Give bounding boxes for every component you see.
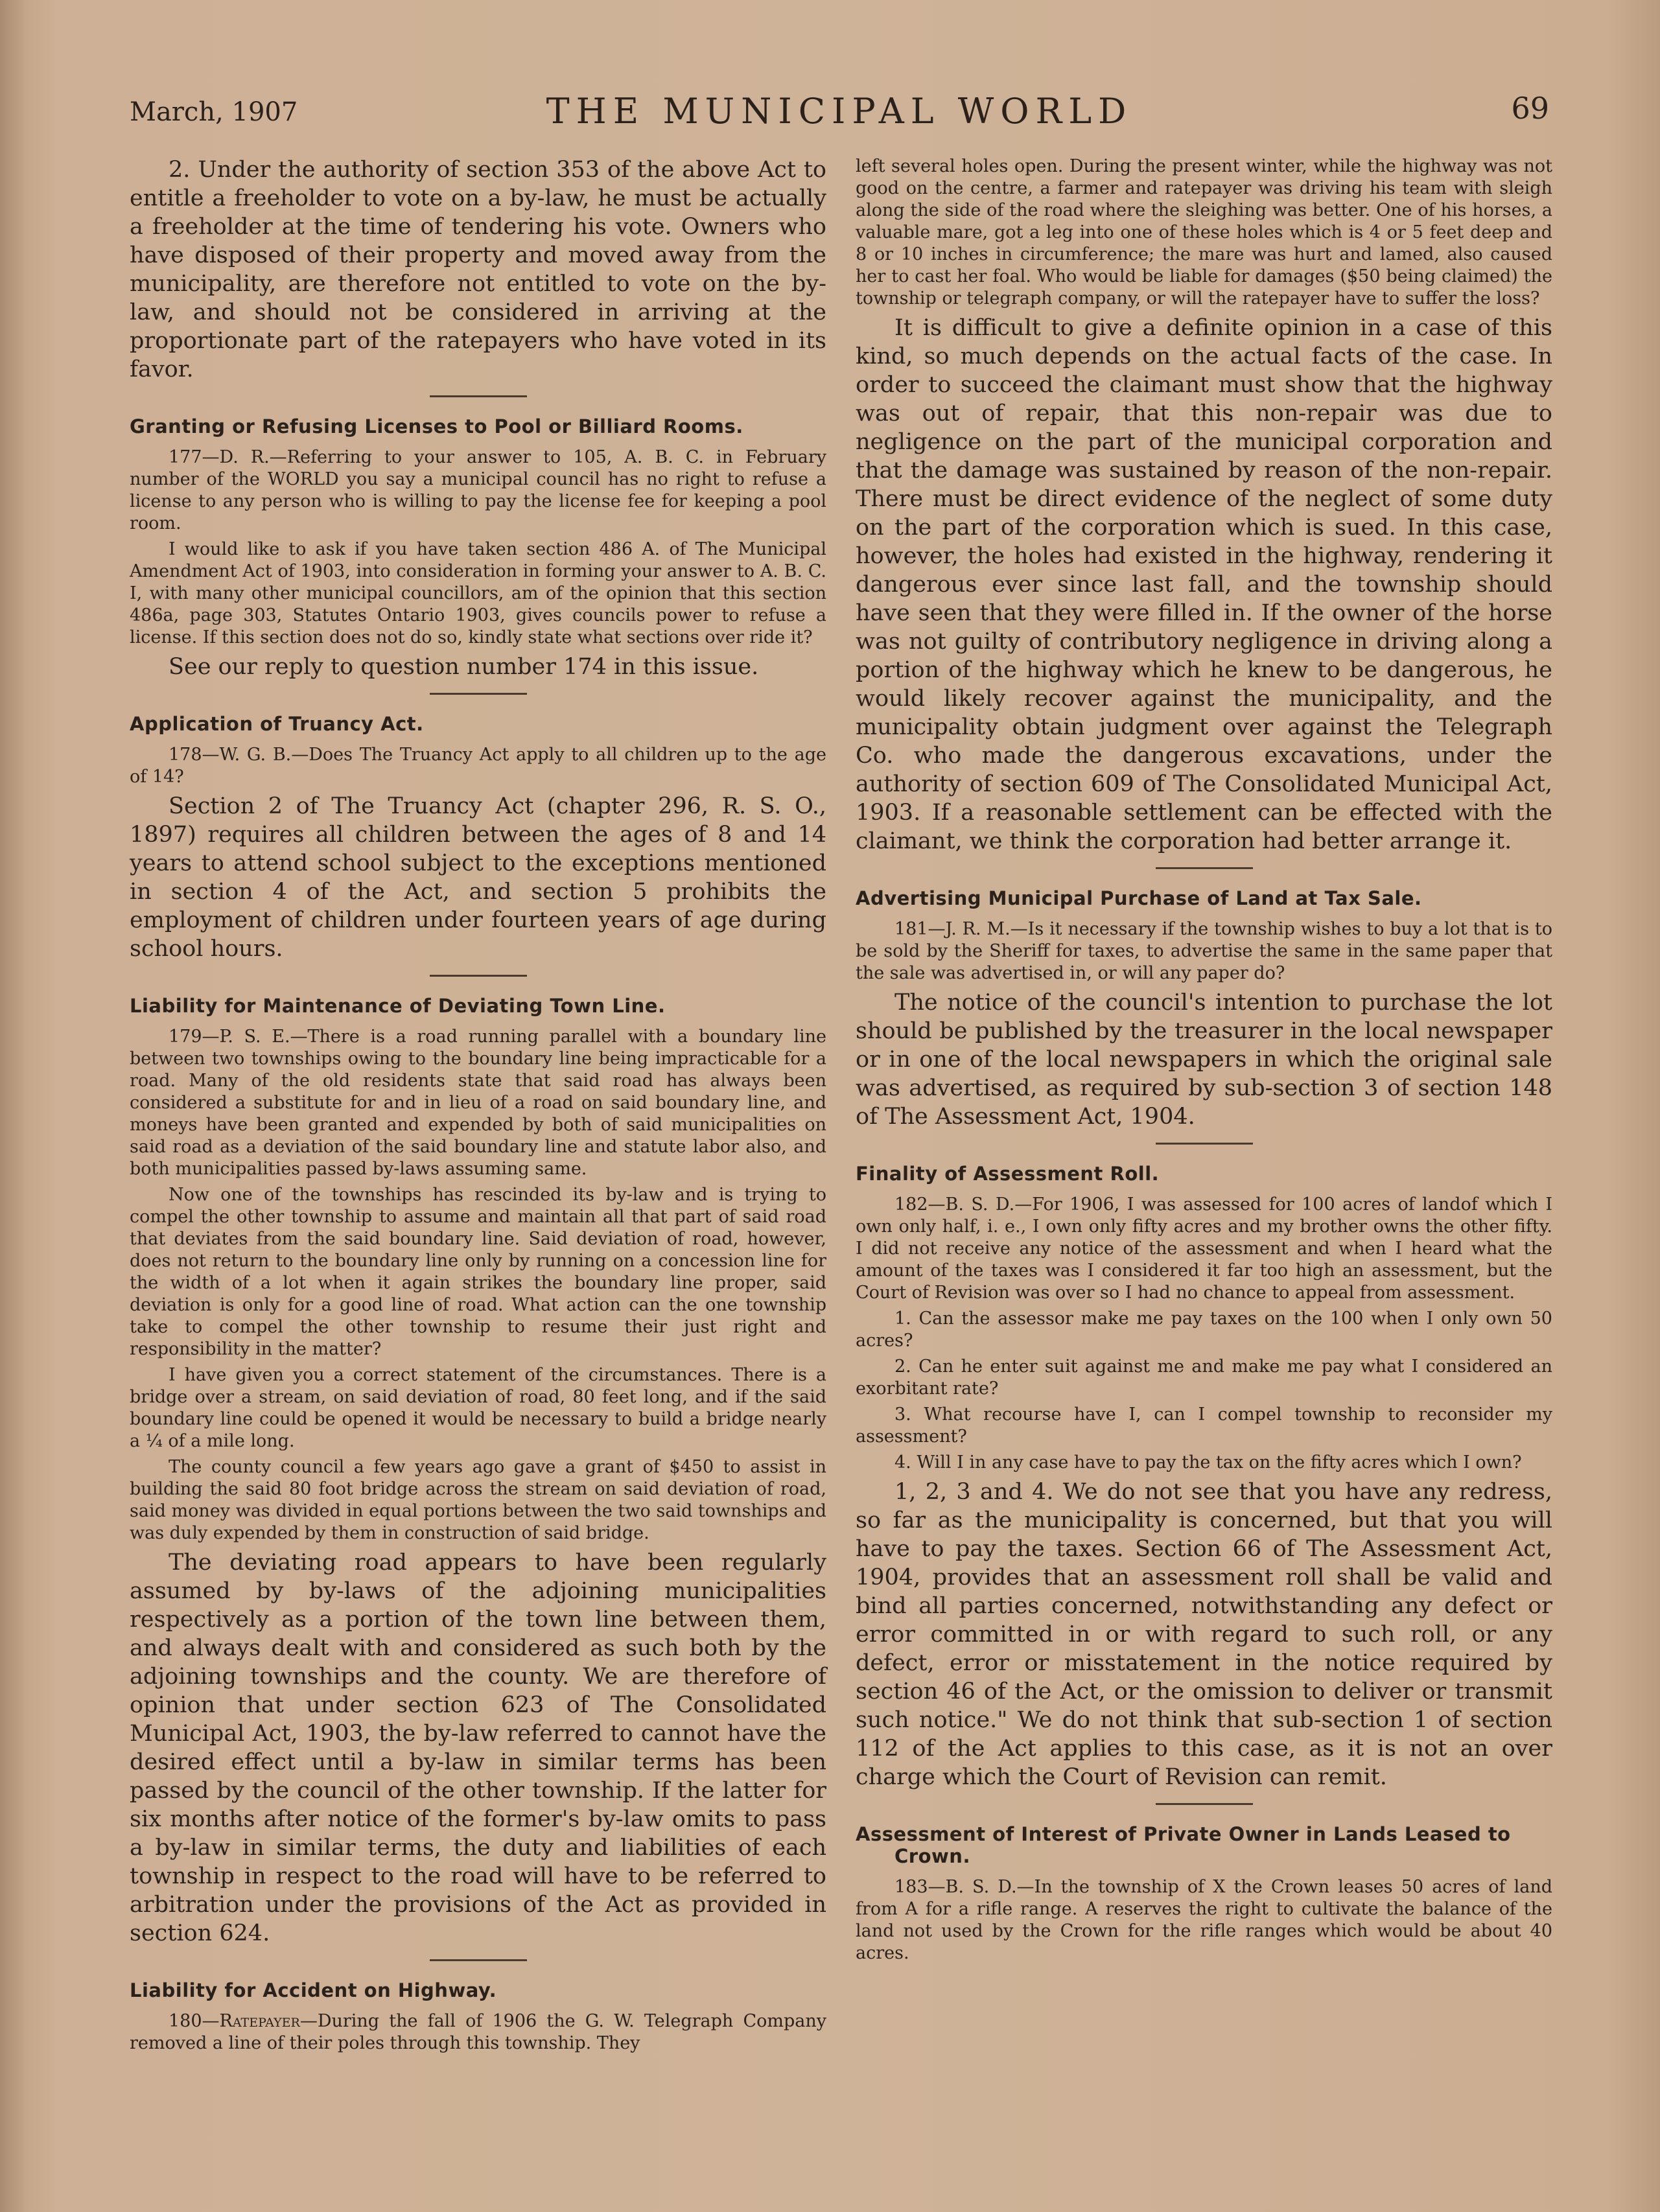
page-number: 69	[1511, 91, 1549, 126]
question-text: Now one of the townships has rescinded its by-law and is trying to compel the other township to assume and maintain all that part of said road that deviates from the said boundary line. Said deviation of road, however, does not return to the boundary line only by running on a concession line for the width of a lot when it again strikes the boundary line proper, said deviation is only for a good line of road. What action can the one township take to compel the other township to resume their just right and responsibility in the matter?	[130, 1185, 826, 1359]
question-text: 179—P. S. E.—There is a road running parallel with a boundary line between two townships owing to the boundary line being impracticable for a road. Many of the old residents state that said road has always been considered a substitute for and in lieu of a road on said boundary line, and moneys have been granted and expended by both of said municipalities on said road as a deviation of the said boundary line and statute labor also, and both municipalities passed by-laws assuming same.	[130, 1027, 826, 1179]
question-text: 1. Can the assessor make me pay taxes on the 100 when I only own 50 acres?	[856, 1309, 1552, 1351]
answer-paragraph: It is difficult to give a definite opinion in a case of this kind, so much depends on the actual facts of the case. In order to succeed the claimant must show that the highway was out of repair, that this non-repair was due to negligence on the part of the municipal corporation and that the damage was sustained by reason of the non-repair. There must be direct evidence of the neglect of some duty on the part of the corporation which is sued. In this case, however, the holes had existed in the highway, rendering it dangerous ever since last fall, and the township should have seen that they were filled in. If the owner of the horse was not guilty of contributory negligence in driving along a portion of the highway which he knew to be dangerous, he would likely recover against the municipality, and the municipality obtain judgment over against the Telegraph Co. who made the dangerous excavations, under the authority of section 609 of The Consolidated Municipal Act, 1903. If a reasonable settlement can be effected with the claimant, we think the corporation had better arrange it.	[856, 315, 1552, 854]
publication-title: THE MUNICIPAL WORLD	[546, 91, 1133, 132]
answer-paragraph: 2. Under the authority of section 353 of the above Act to entitle a freeholder to vote on a by-law, he must be actually a freeholder at the time of tendering his vote. Owners who have disposed of their property and moved away from the municipality, are therefore not entitled to vote on the by-law, and should not be considered in arriving at the proportionate part of the ratepayers who have voted in its favor.	[130, 157, 826, 382]
answer-paragraph: Section 2 of The Truancy Act (chapter 296, R. S. O., 1897) requires all children between the ages of 8 and 14 years to attend school subject to the exceptions mentioned in section 4 of the Act, and section 5 prohibits the employment of children under fourteen years of age during school hours.	[130, 793, 826, 962]
section-divider	[1156, 1803, 1253, 1805]
section-divider	[430, 395, 527, 397]
left-column	[130, 156, 826, 2058]
question-heading: Application of Truancy Act.	[130, 713, 424, 735]
question-number: 180—	[169, 2011, 220, 2031]
question-text: 4. Will I in any case have to pay the tax on the fifty acres which I own?	[894, 1452, 1522, 1473]
question-heading: Granting or Refusing Licenses to Pool or Billiard Rooms.	[130, 415, 743, 437]
section-divider	[430, 1959, 527, 1961]
question-heading: Liability for Maintenance of Deviating Town Line.	[130, 995, 666, 1017]
question-text	[130, 2010, 826, 2055]
question-text: The county council a few years ago gave a grant of $450 to assist in building the said 80 foot bridge across the stream on said deviation of road, said money was divided in equal portions between the two said townships and was duly expended by them in construction of said bridge.	[130, 1457, 826, 1543]
answer-paragraph: The notice of the council's intention to purchase the lot should be published by the treasurer in the local newspaper or in one of the local newspapers in which the original sale was advertised, as required by sub-section 3 of section 148 of The Assessment Act, 1904.	[856, 990, 1552, 1130]
answer-paragraph: The deviating road appears to have been regularly assumed by by-laws of the adjoining municipalities respectively as a portion of the town line between them, and always dealt with and considered as such both by the adjoining townships and the county. We are therefore of opinion that under section 623 of The Consolidated Municipal Act, 1903, the by-law referred to cannot have the desired effect until a by-law in similar terms has been passed by the council of the other township. If the latter for six months after notice of the former's by-law omits to pass a by-law in similar terms, the duty and liabilities of each township in respect to the road will have to be referred to arbitration under the provisions of the Act as provided in section 624.	[130, 1550, 826, 1946]
question-body: —During the fall of 1906 the G. W. Telegraph Company removed a line of their poles through this township. They	[130, 2011, 826, 2053]
question-text: 178—W. G. B.—Does The Truancy Act apply to all children up to the age of 14?	[130, 745, 826, 787]
question-text: 182—B. S. D.—For 1906, I was assessed for 100 acres of landof which I own only half, i. e., I own only fifty acres and my brother owns the other fifty. I did not receive any notice of the assessment and when I heard what the amount of the taxes was I considered it far too high an assessment, but the Court of Revision was over so I had no chance to appeal from assessment.	[856, 1194, 1552, 1303]
question-text: left several holes open. During the present winter, while the highway was not good on the centre, a farmer and ratepayer was driving his team with sleigh along the side of the road where the sleighing was better. One of his horses, a valuable mare, got a leg into one of these holes which is 4 or 5 feet deep and 8 or 10 inches in circumference; the mare was hurt and lamed, also caused her to cast her foal. Who would be liable for damages ($50 being claimed) the township or telegraph company, or will the ratepayer have to suffer the loss?	[856, 156, 1552, 309]
question-text: 177—D. R.—Referring to your answer to 105, A. B. C. in February number of the WORLD you say a municipal council has no right to refuse a license to any person who is willing to pay the license fee for keeping a pool room.	[130, 447, 826, 533]
question-text: 2. Can he enter suit against me and make me pay what I considered an exorbitant rate?	[856, 1356, 1552, 1399]
issue-date: March, 1907	[130, 97, 298, 127]
question-text: 3. What recourse have I, can I compel township to reconsider my assessment?	[856, 1404, 1552, 1447]
section-divider	[430, 975, 527, 977]
question-text: I would like to ask if you have taken section 486 A. of The Municipal Amendment Act of 1903, into consideration in forming your answer to A. B. C. I, with many other municipal councillors, am of the opinion that this section 486a, page 303, Statutes Ontario 1903, gives councils power to refuse a license. If this section does not do so, kindly state what sections over ride it?	[130, 539, 826, 647]
page-header	[130, 84, 1549, 136]
question-text: I have given you a correct statement of the circumstances. There is a bridge over a stream, on said deviation of road, 80 feet long, and if the said boundary line could be opened it would be necessary to build a bridge nearly a ¼ of a mile long.	[130, 1365, 826, 1451]
answer-paragraph: See our reply to question number 174 in this issue.	[169, 654, 759, 680]
question-heading: Finality of Assessment Roll.	[856, 1163, 1160, 1185]
question-text: 181—J. R. M.—Is it necessary if the township wishes to buy a lot that is to be sold by the Sheriff for taxes, to advertise the same in the same paper that the sale was advertised in, or will any paper do?	[856, 919, 1552, 983]
question-heading: Liability for Accident on Highway.	[130, 1979, 497, 2001]
section-divider	[1156, 867, 1253, 869]
question-heading: Assessment of Interest of Private Owner in Lands Leased to Crown.	[856, 1823, 1511, 1867]
right-column	[856, 156, 1552, 1968]
question-text: 183—B. S. D.—In the township of X the Crown leases 50 acres of land from A for a rifle range. A reserves the right to cultivate the balance of the land not used by the Crown for the rifle ranges which would be about 40 acres.	[856, 1877, 1552, 1963]
question-heading: Advertising Municipal Purchase of Land at Tax Sale.	[856, 887, 1422, 909]
section-divider	[1156, 1143, 1253, 1145]
correspondent-name: Ratepayer	[219, 2011, 300, 2031]
answer-paragraph: 1, 2, 3 and 4. We do not see that you have any redress, so far as the municipality is concerned, but that you will have to pay the taxes. Section 66 of The Assessment Act, 1904, provides that an assessment roll shall be valid and bind all parties concerned, notwithstanding any defect or error committed in or with regard to such roll, or any defect, error or misstatement in the notice required by section 46 of the Act, or the omission to deliver or transmit such notice." We do not think that sub-section 1 of section 112 of the Act applies to this case, as it is not an over charge which the Court of Revision can remit.	[856, 1479, 1552, 1790]
section-divider	[430, 693, 527, 695]
